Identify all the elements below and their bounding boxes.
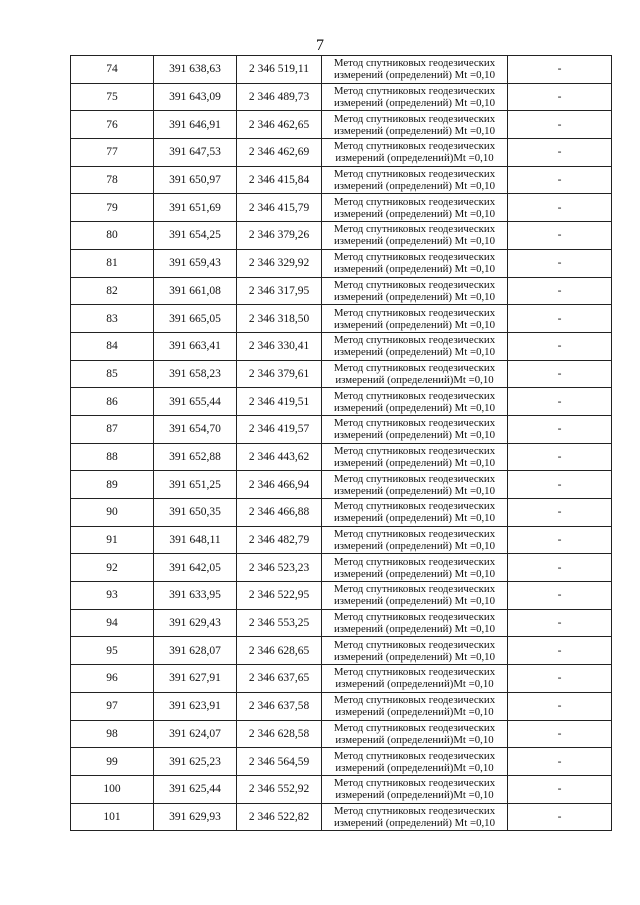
- table-row: [71, 748, 612, 776]
- x-coordinate-cell: 391 650,35: [154, 499, 237, 527]
- note-cell: -: [508, 139, 612, 167]
- page-number: 7: [316, 37, 324, 54]
- note-cell: -: [508, 665, 612, 693]
- table-row: [71, 388, 612, 416]
- method-line-2: измерений (определений) Mt =0,10: [334, 235, 495, 248]
- note-cell: -: [508, 748, 612, 776]
- note-cell: -: [508, 609, 612, 637]
- method-line-2: измерений (определений) Mt =0,10: [334, 180, 495, 193]
- method-cell: [322, 111, 508, 139]
- y-coordinate-cell: 2 346 637,58: [237, 692, 322, 720]
- method-line-1: Метод спутниковых геодезических: [333, 528, 496, 541]
- method-cell: [322, 56, 508, 84]
- table-row: [71, 360, 612, 388]
- method-line-2: измерений (определений)Mt =0,10: [335, 373, 494, 386]
- note-cell: -: [508, 166, 612, 194]
- method-cell: [322, 803, 508, 831]
- y-coordinate-cell: 2 346 637,65: [237, 665, 322, 693]
- note-cell: -: [508, 222, 612, 250]
- x-coordinate-cell: 391 663,41: [154, 332, 237, 360]
- method-line-1: Метод спутниковых геодезических: [333, 804, 496, 817]
- method-line-1: Метод спутниковых геодезических: [333, 777, 496, 790]
- table-row: [71, 609, 612, 637]
- method-line-1: Метод спутниковых геодезических: [333, 721, 496, 734]
- point-number-cell: 77: [71, 139, 154, 167]
- y-coordinate-cell: 2 346 329,92: [237, 249, 322, 277]
- method-line-2: измерений (определений) Mt =0,10: [334, 512, 495, 525]
- method-line-2: измерений (определений)Mt =0,10: [335, 789, 494, 802]
- table-row: [71, 443, 612, 471]
- x-coordinate-cell: 391 659,43: [154, 249, 237, 277]
- method-line-2: измерений (определений) Mt =0,10: [334, 124, 495, 137]
- method-line-2: измерений (определений)Mt =0,10: [335, 733, 494, 746]
- method-cell: [322, 415, 508, 443]
- x-coordinate-cell: 391 648,11: [154, 526, 237, 554]
- point-number-cell: 99: [71, 748, 154, 776]
- y-coordinate-cell: 2 346 379,26: [237, 222, 322, 250]
- point-number-cell: 87: [71, 415, 154, 443]
- method-line-2: измерений (определений) Mt =0,10: [334, 318, 495, 331]
- point-number-cell: 92: [71, 554, 154, 582]
- point-number-cell: 75: [71, 83, 154, 111]
- method-line-1: Метод спутниковых геодезических: [333, 417, 496, 430]
- method-cell: [322, 305, 508, 333]
- method-cell: [322, 775, 508, 803]
- table-row: [71, 305, 612, 333]
- y-coordinate-cell: 2 346 462,69: [237, 139, 322, 167]
- x-coordinate-cell: 391 665,05: [154, 305, 237, 333]
- y-coordinate-cell: 2 346 415,84: [237, 166, 322, 194]
- point-number-cell: 89: [71, 471, 154, 499]
- note-cell: -: [508, 526, 612, 554]
- y-coordinate-cell: 2 346 522,95: [237, 582, 322, 610]
- method-cell: [322, 332, 508, 360]
- method-line-2: измерений (определений) Mt =0,10: [334, 346, 495, 359]
- x-coordinate-cell: 391 655,44: [154, 388, 237, 416]
- table-row: [71, 775, 612, 803]
- method-cell: [322, 249, 508, 277]
- x-coordinate-cell: 391 654,70: [154, 415, 237, 443]
- method-line-1: Метод спутниковых геодезических: [333, 140, 496, 153]
- method-line-1: Метод спутниковых геодезических: [333, 361, 496, 374]
- method-cell: [322, 637, 508, 665]
- method-line-1: Метод спутниковых геодезических: [333, 583, 496, 596]
- x-coordinate-cell: 391 627,91: [154, 665, 237, 693]
- method-line-2: измерений (определений) Mt =0,10: [334, 429, 495, 442]
- method-cell: [322, 499, 508, 527]
- y-coordinate-cell: 2 346 466,88: [237, 499, 322, 527]
- table-row: [71, 332, 612, 360]
- point-number-cell: 83: [71, 305, 154, 333]
- y-coordinate-cell: 2 346 415,79: [237, 194, 322, 222]
- point-number-cell: 86: [71, 388, 154, 416]
- method-cell: [322, 720, 508, 748]
- point-number-cell: 79: [71, 194, 154, 222]
- method-line-2: измерений (определений) Mt =0,10: [334, 484, 495, 497]
- note-cell: -: [508, 305, 612, 333]
- method-line-1: Метод спутниковых геодезических: [333, 638, 496, 651]
- note-cell: -: [508, 332, 612, 360]
- table-row: [71, 222, 612, 250]
- method-line-1: Метод спутниковых геодезических: [333, 306, 496, 319]
- y-coordinate-cell: 2 346 628,58: [237, 720, 322, 748]
- method-line-1: Метод спутниковых геодезических: [333, 195, 496, 208]
- method-cell: [322, 665, 508, 693]
- x-coordinate-cell: 391 625,23: [154, 748, 237, 776]
- method-line-2: измерений (определений) Mt =0,10: [334, 69, 495, 82]
- method-line-2: измерений (определений) Mt =0,10: [334, 623, 495, 636]
- method-line-1: Метод спутниковых геодезических: [333, 555, 496, 568]
- method-cell: [322, 692, 508, 720]
- x-coordinate-cell: 391 646,91: [154, 111, 237, 139]
- method-cell: [322, 388, 508, 416]
- y-coordinate-cell: 2 346 564,59: [237, 748, 322, 776]
- method-line-2: измерений (определений)Mt =0,10: [335, 761, 494, 774]
- note-cell: -: [508, 582, 612, 610]
- method-cell: [322, 526, 508, 554]
- y-coordinate-cell: 2 346 318,50: [237, 305, 322, 333]
- method-line-2: измерений (определений) Mt =0,10: [334, 401, 495, 414]
- method-cell: [322, 166, 508, 194]
- method-cell: [322, 554, 508, 582]
- method-line-1: Метод спутниковых геодезических: [333, 334, 496, 347]
- x-coordinate-cell: 391 638,63: [154, 56, 237, 84]
- table-row: [71, 582, 612, 610]
- y-coordinate-cell: 2 346 553,25: [237, 609, 322, 637]
- y-coordinate-cell: 2 346 317,95: [237, 277, 322, 305]
- note-cell: -: [508, 692, 612, 720]
- x-coordinate-cell: 391 652,88: [154, 443, 237, 471]
- table-row: [71, 277, 612, 305]
- table-row: [71, 139, 612, 167]
- method-line-2: измерений (определений) Mt =0,10: [334, 595, 495, 608]
- method-cell: [322, 582, 508, 610]
- x-coordinate-cell: 391 650,97: [154, 166, 237, 194]
- method-line-1: Метод спутниковых геодезических: [333, 500, 496, 513]
- table-row: [71, 111, 612, 139]
- x-coordinate-cell: 391 624,07: [154, 720, 237, 748]
- method-line-2: измерений (определений)Mt =0,10: [335, 706, 494, 719]
- point-number-cell: 78: [71, 166, 154, 194]
- table-row: [71, 554, 612, 582]
- point-number-cell: 88: [71, 443, 154, 471]
- point-number-cell: 80: [71, 222, 154, 250]
- method-line-1: Метод спутниковых геодезических: [333, 694, 496, 707]
- y-coordinate-cell: 2 346 523,23: [237, 554, 322, 582]
- note-cell: -: [508, 277, 612, 305]
- point-number-cell: 97: [71, 692, 154, 720]
- method-line-1: Метод спутниковых геодезических: [333, 749, 496, 762]
- point-number-cell: 95: [71, 637, 154, 665]
- note-cell: -: [508, 56, 612, 84]
- table-row: [71, 83, 612, 111]
- note-cell: -: [508, 554, 612, 582]
- method-line-1: Метод спутниковых геодезических: [333, 223, 496, 236]
- table-row: [71, 56, 612, 84]
- method-line-2: измерений (определений) Mt =0,10: [334, 816, 495, 829]
- method-line-1: Метод спутниковых геодезических: [333, 251, 496, 264]
- method-line-1: Метод спутниковых геодезических: [333, 666, 496, 679]
- note-cell: -: [508, 415, 612, 443]
- table-row: [71, 194, 612, 222]
- method-cell: [322, 443, 508, 471]
- method-line-1: Метод спутниковых геодезических: [333, 444, 496, 457]
- method-line-2: измерений (определений) Mt =0,10: [334, 290, 495, 303]
- note-cell: -: [508, 443, 612, 471]
- y-coordinate-cell: 2 346 443,62: [237, 443, 322, 471]
- point-number-cell: 84: [71, 332, 154, 360]
- table-row: [71, 166, 612, 194]
- y-coordinate-cell: 2 346 519,11: [237, 56, 322, 84]
- note-cell: -: [508, 249, 612, 277]
- coordinates-table: [70, 55, 612, 831]
- point-number-cell: 100: [71, 775, 154, 803]
- point-number-cell: 76: [71, 111, 154, 139]
- x-coordinate-cell: 391 654,25: [154, 222, 237, 250]
- point-number-cell: 85: [71, 360, 154, 388]
- point-number-cell: 90: [71, 499, 154, 527]
- method-line-2: измерений (определений) Mt =0,10: [334, 567, 495, 580]
- y-coordinate-cell: 2 346 419,51: [237, 388, 322, 416]
- method-cell: [322, 471, 508, 499]
- y-coordinate-cell: 2 346 330,41: [237, 332, 322, 360]
- x-coordinate-cell: 391 651,25: [154, 471, 237, 499]
- table-row: [71, 499, 612, 527]
- method-cell: [322, 748, 508, 776]
- note-cell: -: [508, 194, 612, 222]
- method-line-2: измерений (определений) Mt =0,10: [334, 456, 495, 469]
- method-line-1: Метод спутниковых геодезических: [333, 112, 496, 125]
- method-line-2: измерений (определений)Mt =0,10: [335, 678, 494, 691]
- point-number-cell: 74: [71, 56, 154, 84]
- note-cell: -: [508, 499, 612, 527]
- note-cell: -: [508, 388, 612, 416]
- point-number-cell: 91: [71, 526, 154, 554]
- note-cell: -: [508, 471, 612, 499]
- x-coordinate-cell: 391 633,95: [154, 582, 237, 610]
- method-cell: [322, 609, 508, 637]
- method-line-1: Метод спутниковых геодезических: [333, 278, 496, 291]
- table-row: [71, 526, 612, 554]
- x-coordinate-cell: 391 629,43: [154, 609, 237, 637]
- x-coordinate-cell: 391 628,07: [154, 637, 237, 665]
- y-coordinate-cell: 2 346 489,73: [237, 83, 322, 111]
- point-number-cell: 81: [71, 249, 154, 277]
- point-number-cell: 93: [71, 582, 154, 610]
- method-line-1: Метод спутниковых геодезических: [333, 168, 496, 181]
- method-line-2: измерений (определений) Mt =0,10: [334, 207, 495, 220]
- table-row: [71, 249, 612, 277]
- point-number-cell: 101: [71, 803, 154, 831]
- x-coordinate-cell: 391 643,09: [154, 83, 237, 111]
- method-line-2: измерений (определений) Mt =0,10: [334, 97, 495, 110]
- table-row: [71, 692, 612, 720]
- table-row: [71, 803, 612, 831]
- method-cell: [322, 360, 508, 388]
- x-coordinate-cell: 391 658,23: [154, 360, 237, 388]
- method-line-1: Метод спутниковых геодезических: [333, 57, 496, 70]
- point-number-cell: 96: [71, 665, 154, 693]
- y-coordinate-cell: 2 346 552,92: [237, 775, 322, 803]
- method-line-2: измерений (определений) Mt =0,10: [334, 650, 495, 663]
- y-coordinate-cell: 2 346 419,57: [237, 415, 322, 443]
- point-number-cell: 94: [71, 609, 154, 637]
- method-cell: [322, 139, 508, 167]
- point-number-cell: 98: [71, 720, 154, 748]
- table-row: [71, 637, 612, 665]
- method-cell: [322, 83, 508, 111]
- coordinates-table-body: [71, 56, 612, 831]
- method-cell: [322, 194, 508, 222]
- note-cell: -: [508, 803, 612, 831]
- note-cell: -: [508, 83, 612, 111]
- table-row: [71, 471, 612, 499]
- note-cell: -: [508, 637, 612, 665]
- y-coordinate-cell: 2 346 462,65: [237, 111, 322, 139]
- y-coordinate-cell: 2 346 379,61: [237, 360, 322, 388]
- method-cell: [322, 277, 508, 305]
- note-cell: -: [508, 360, 612, 388]
- note-cell: -: [508, 720, 612, 748]
- note-cell: -: [508, 775, 612, 803]
- method-line-1: Метод спутниковых геодезических: [333, 389, 496, 402]
- x-coordinate-cell: 391 661,08: [154, 277, 237, 305]
- y-coordinate-cell: 2 346 522,82: [237, 803, 322, 831]
- x-coordinate-cell: 391 623,91: [154, 692, 237, 720]
- x-coordinate-cell: 391 651,69: [154, 194, 237, 222]
- y-coordinate-cell: 2 346 466,94: [237, 471, 322, 499]
- x-coordinate-cell: 391 625,44: [154, 775, 237, 803]
- y-coordinate-cell: 2 346 628,65: [237, 637, 322, 665]
- x-coordinate-cell: 391 642,05: [154, 554, 237, 582]
- method-line-1: Метод спутниковых геодезических: [333, 472, 496, 485]
- x-coordinate-cell: 391 647,53: [154, 139, 237, 167]
- method-line-2: измерений (определений) Mt =0,10: [334, 540, 495, 553]
- x-coordinate-cell: 391 629,93: [154, 803, 237, 831]
- point-number-cell: 82: [71, 277, 154, 305]
- table-row: [71, 415, 612, 443]
- table-row: [71, 665, 612, 693]
- method-line-2: измерений (определений) Mt =0,10: [334, 263, 495, 276]
- method-line-2: измерений (определений)Mt =0,10: [335, 152, 494, 165]
- method-line-1: Метод спутниковых геодезических: [333, 85, 496, 98]
- note-cell: -: [508, 111, 612, 139]
- method-line-1: Метод спутниковых геодезических: [333, 611, 496, 624]
- y-coordinate-cell: 2 346 482,79: [237, 526, 322, 554]
- table-row: [71, 720, 612, 748]
- method-cell: [322, 222, 508, 250]
